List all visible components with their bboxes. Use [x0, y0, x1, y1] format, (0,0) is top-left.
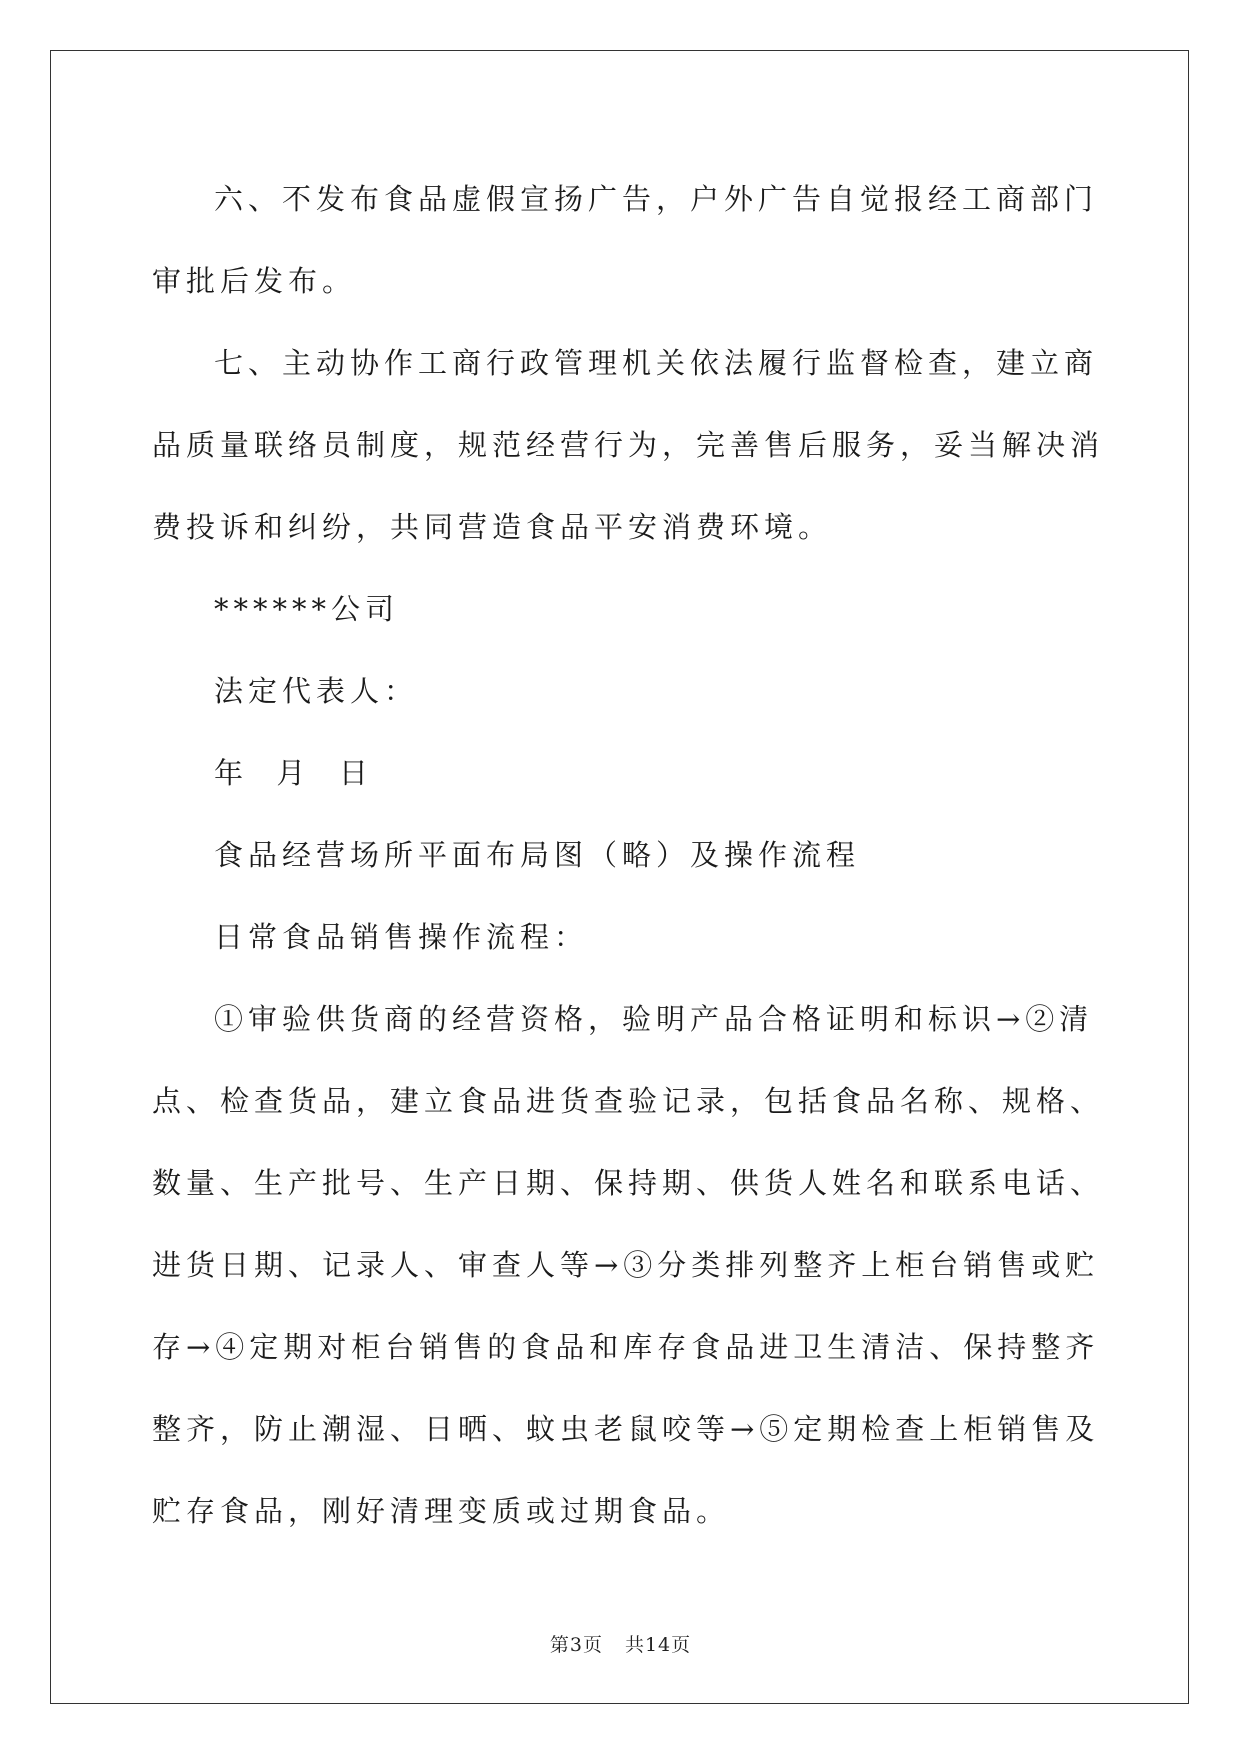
paragraph-item-7: 七、主动协作工商行政管理机关依法履行监督检查，建立商品质量联络员制度，规范经营行为，完善售后服务，妥当解决消费投诉和纠纷，共同营造食品平安消费环境。: [152, 346, 1105, 544]
page-total: 共14页: [624, 1634, 692, 1656]
paragraph-item-6: 六、不发布食品虚假宣扬广告，户外广告自觉报经工商部门审批后发布。: [152, 182, 1099, 298]
legal-representative-label: 法定代表人：: [214, 674, 419, 708]
company-name: ******公司: [214, 592, 400, 626]
date-line: 年 月 日: [214, 756, 373, 790]
process-heading: 日常食品销售操作流程：: [214, 920, 589, 954]
document-body: [152, 158, 1112, 1552]
page-footer: [0, 1630, 1241, 1657]
layout-heading: 食品经营场所平面布局图（略）及操作流程: [214, 838, 861, 872]
process-steps: ①审验供货商的经营资格，验明产品合格证明和标识→②清点、检查货品，建立食品进货查验记录，包括食品名称、规格、数量、生产批号、生产日期、保持期、供货人姓名和联系电话、进货日期、记录人、审查人等→③分类排列整齐上柜台销售或贮存→④定期对柜台销售的食品和库存食品进卫生清洁、保持整齐整齐，防止潮湿、日晒、蚊虫老鼠咬等→⑤定期检查上柜销售及贮存食品，刚好清理变质或过期食品。: [152, 1002, 1105, 1528]
page-number: 第3页: [549, 1634, 603, 1656]
